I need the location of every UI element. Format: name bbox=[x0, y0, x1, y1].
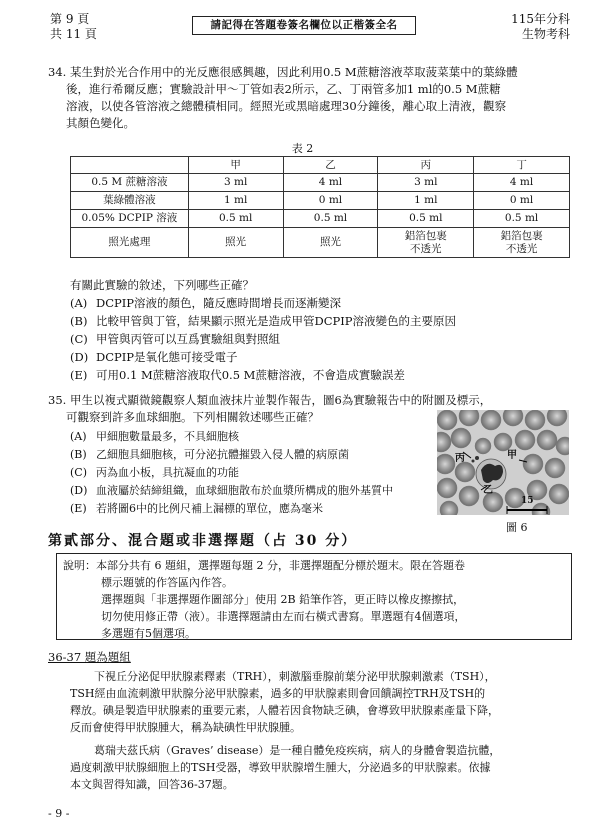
table-row bbox=[71, 192, 570, 210]
option-text: 若將圖6中的比例尺補上漏標的單位，應為毫米 bbox=[96, 502, 323, 515]
table-header-cell: 丙 bbox=[378, 157, 474, 174]
option-label: (C) bbox=[70, 466, 87, 479]
q34-option-e[interactable] bbox=[70, 366, 570, 384]
passage-line: 葛瑞夫茲氏病（Graves’ disease）是一種自體免疫疾病，病人的身體會製造抗體， bbox=[94, 744, 501, 757]
q35-option-c[interactable] bbox=[70, 464, 440, 482]
q34-stem-line: 溶液，以使各管溶液之總體積相同。經照光或黑暗處理30分鐘後，離心取上清液，觀察 bbox=[66, 99, 507, 113]
table-header-cell: 甲 bbox=[188, 157, 283, 174]
question-34-stem bbox=[48, 64, 578, 132]
q34-option-d[interactable] bbox=[70, 348, 570, 366]
note-line: 說明：本部分共有 6 題組，選擇題每題 2 分，非選擇題配分標於題末。限在答題卷 bbox=[63, 559, 465, 572]
page-header-right bbox=[486, 12, 570, 42]
table-cell: 1 ml bbox=[378, 192, 474, 210]
passage-paragraph-2 bbox=[70, 742, 580, 793]
table-cell: 1 ml bbox=[188, 192, 283, 210]
page-footer-number: - 9 - bbox=[48, 807, 70, 820]
option-label: (A) bbox=[70, 296, 88, 310]
option-text: DCPIP溶液的顏色，隨反應時間增長而逐漸變深 bbox=[96, 296, 342, 310]
figure-6-caption: 圖 6 bbox=[506, 521, 528, 534]
option-label: (E) bbox=[70, 502, 87, 515]
table-row-label: 葉綠體溶液 bbox=[71, 192, 189, 210]
signature-notice: 請記得在答題卷簽名欄位以正楷簽全名 bbox=[192, 16, 416, 35]
option-text: 甲細胞數量最多，不具細胞核 bbox=[96, 430, 239, 443]
option-label: (A) bbox=[70, 430, 87, 443]
option-text: DCPIP是氧化態可接受電子 bbox=[96, 350, 238, 364]
table-row bbox=[71, 210, 570, 228]
note-line: 標示題號的作答區內作答。 bbox=[101, 576, 233, 589]
table-row bbox=[71, 228, 570, 258]
table-cell bbox=[188, 228, 283, 258]
page-indicator: 第 9 頁 bbox=[50, 12, 90, 26]
passage-line: 釋放。碘是製造甲狀腺素的重要元素，人體若因食物缺乏碘，會導致甲狀腺素產量下降， bbox=[70, 704, 499, 717]
note-line: 多選題有5個選項。 bbox=[101, 627, 196, 640]
total-pages: 共 11 頁 bbox=[50, 27, 97, 41]
table-row-label: 0.05% DCPIP 溶液 bbox=[71, 210, 189, 228]
table-row bbox=[71, 174, 570, 192]
table-header-cell: 丁 bbox=[474, 157, 570, 174]
passage-line: 本文與習得知識，回答36-37題。 bbox=[70, 778, 234, 791]
option-label: (C) bbox=[70, 332, 88, 346]
q34-options bbox=[70, 294, 570, 384]
option-label: (E) bbox=[70, 368, 88, 382]
table-cell: 4 ml bbox=[283, 174, 378, 192]
q34-stem-line: 後，進行希爾反應；實驗設計甲～丁管如表2所示，乙、丁兩管多加1 ml的0.5 M蔗糖 bbox=[66, 82, 501, 96]
q35-stem-line: 35. 甲生以複式顯微鏡觀察人類血液抹片並製作報告，圖6為實驗報告中的附圖及標示， bbox=[48, 393, 492, 407]
option-text: 可用0.1 M蔗糖溶液取代0.5 M蔗糖溶液，不會造成實驗誤差 bbox=[96, 368, 405, 382]
note-line: 切勿使用修正帶（液）。非選擇題請由左而右橫式書寫。單選題有4個選項， bbox=[101, 610, 466, 623]
table-cell bbox=[378, 228, 474, 258]
table-cell: 0.5 ml bbox=[474, 210, 570, 228]
table-cell: 0 ml bbox=[474, 192, 570, 210]
q34-option-c[interactable] bbox=[70, 330, 570, 348]
q34-stem-line: 其顏色變化。 bbox=[66, 116, 135, 130]
option-label: (D) bbox=[70, 484, 88, 497]
option-label: (D) bbox=[70, 350, 89, 364]
figure-6-micrograph bbox=[437, 410, 569, 515]
table-2 bbox=[70, 156, 570, 258]
instructions-box bbox=[56, 553, 572, 640]
option-text: 丙為血小板，具抗凝血的功能 bbox=[96, 466, 239, 479]
table-cell: 4 ml bbox=[474, 174, 570, 192]
cell-text: 照光 bbox=[319, 236, 341, 248]
table-cell bbox=[283, 228, 378, 258]
note-line: 選擇題與「非選擇題作圖部分」使用 2B 鉛筆作答，更正時以橡皮擦擦拭， bbox=[101, 593, 465, 606]
label-yi: 乙 bbox=[483, 485, 493, 496]
exam-year: 115年分科 bbox=[511, 12, 570, 26]
q34-option-b[interactable] bbox=[70, 312, 570, 330]
table-cell: 0.5 ml bbox=[378, 210, 474, 228]
table-header-cell: 乙 bbox=[283, 157, 378, 174]
q35-options bbox=[70, 428, 440, 518]
cell-text: 鋁箔包裹 bbox=[500, 229, 543, 242]
q34-option-a[interactable] bbox=[70, 294, 570, 312]
passage-line: 反而會使得甲狀腺腫大，稱為缺碘性甲狀腺腫。 bbox=[70, 721, 301, 734]
q34-stem-line: 34. 某生對於光合作用中的光反應很感興趣，因此利用0.5 M蔗糖溶液萃取菠菜葉中的葉綠體 bbox=[48, 65, 518, 79]
table-cell: 0.5 ml bbox=[283, 210, 378, 228]
option-text: 比較甲管與丁管，結果顯示照光是造成甲管DCPIP溶液變色的主要原因 bbox=[96, 314, 457, 328]
option-text: 甲管與丙管可以互爲實驗組與對照組 bbox=[96, 332, 280, 346]
passage-line: 過度刺激甲狀腺細胞上的TSH受器，導致甲狀腺增生腫大，分泌過多的甲狀腺素。依據 bbox=[70, 761, 491, 774]
q35-option-a[interactable] bbox=[70, 428, 440, 446]
question-34-prompt: 有關此實驗的敘述，下列哪些正確？ bbox=[70, 278, 254, 292]
q35-stem-line: 可觀察到許多血球細胞。下列相關敘述哪些正確？ bbox=[66, 410, 319, 424]
table-cell: 0.5 ml bbox=[188, 210, 283, 228]
table-row-label: 照光處理 bbox=[71, 228, 189, 258]
table-cell: 3 ml bbox=[188, 174, 283, 192]
cell-text: 鋁箔包裹 bbox=[404, 229, 447, 242]
question-group-title: 36-37 題為題組 bbox=[48, 650, 131, 664]
cell-text: 不透光 bbox=[505, 242, 538, 255]
exam-subject: 生物考科 bbox=[521, 27, 570, 41]
table-cell bbox=[474, 228, 570, 258]
cell-text: 不透光 bbox=[410, 242, 442, 255]
section-2-title: 第貳部分、混合題或非選擇題（占 30 分） bbox=[48, 533, 358, 549]
table-cell: 0 ml bbox=[283, 192, 378, 210]
table-row-label: 0.5 M 蔗糖溶液 bbox=[71, 174, 189, 192]
option-label: (B) bbox=[70, 314, 88, 328]
table-header-cell bbox=[71, 157, 189, 174]
table-header-row bbox=[71, 157, 570, 174]
label-bing: 丙 bbox=[455, 453, 465, 464]
passage-line: 下視丘分泌促甲狀腺素釋素（TRH），刺激腦垂腺前葉分泌甲狀腺刺激素（TSH）， bbox=[94, 670, 496, 683]
passage-paragraph-1 bbox=[70, 668, 580, 736]
q35-option-e[interactable] bbox=[70, 500, 440, 518]
option-label: (B) bbox=[70, 448, 87, 461]
scale-bar-label: 15 bbox=[521, 496, 534, 506]
table-2-caption: 表 2 bbox=[291, 142, 314, 155]
label-jia: 甲 bbox=[507, 450, 517, 461]
table-cell: 3 ml bbox=[378, 174, 474, 192]
option-text: 乙細胞具細胞核，可分泌抗體摧毀入侵人體的病原菌 bbox=[96, 448, 349, 461]
option-text: 血液屬於結締組織，血球細胞散布於血漿所構成的胞外基質中 bbox=[96, 484, 393, 497]
q35-option-b[interactable] bbox=[70, 446, 440, 464]
q35-option-d[interactable] bbox=[70, 482, 440, 500]
page-header-left bbox=[50, 12, 97, 42]
passage-line: TSH經由血流刺激甲狀腺分泌甲狀腺素，過多的甲狀腺素則會回饋調控TRH及TSH的 bbox=[70, 687, 486, 700]
cell-text: 照光 bbox=[225, 236, 247, 248]
